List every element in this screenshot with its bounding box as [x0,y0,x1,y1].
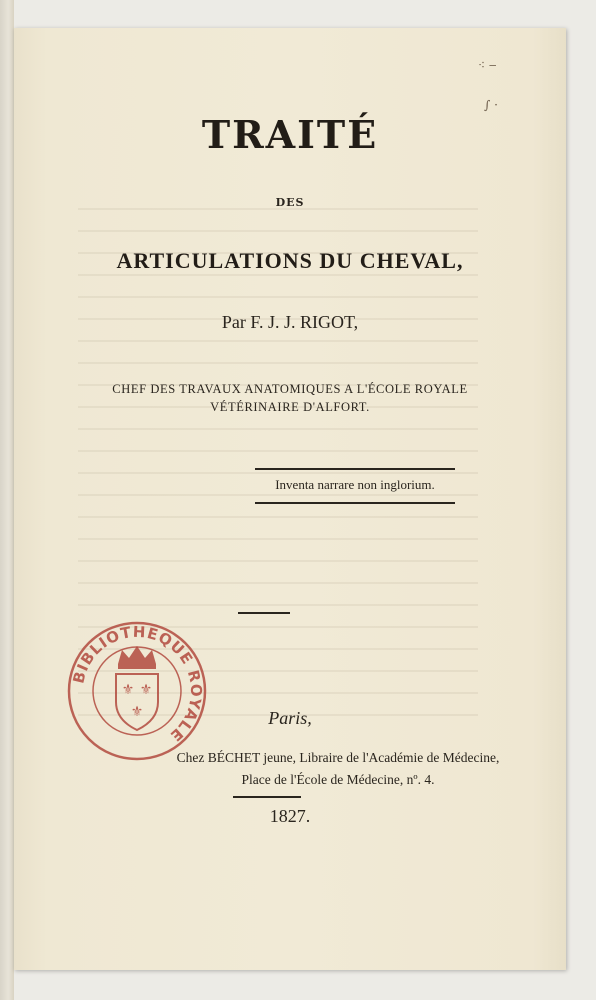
pencil-mark: ⁖ ‒ [478,58,497,72]
book-subtitle: ARTICULATIONS DU CHEVAL, [116,248,464,273]
library-stamp-icon [66,620,208,762]
epigraph: Inventa narrare non inglorium. [275,477,435,492]
author-line: Par F. J. J. RIGOT, [221,312,359,332]
svg-text:⚜: ⚜ [130,704,144,720]
publication-city: Paris, [268,708,312,728]
year-rule [233,796,301,798]
ornamental-rule [238,612,290,614]
svg-text:⚜: ⚜ [139,682,153,698]
publisher-line-1: Chez BÉCHET jeune, Libraire de l'Académie de Médecine, [176,750,500,765]
title-connector: DES [275,196,305,209]
svg-text:⚜: ⚜ [121,682,135,698]
publication-year: 1827. [269,806,311,826]
author-role-line-2: VÉTÉRINAIRE D'ALFORT. [210,400,370,414]
svg-text:BIBLIOTHEQUE ROYALE: BIBLIOTHEQUE ROYALE [69,622,206,746]
pencil-mark: ∫ · [484,98,498,112]
book-title: TRAITÉ [201,112,379,157]
binding-edge [0,0,14,1000]
epigraph-frame [255,468,455,504]
author-role-line-1: CHEF DES TRAVAUX ANATOMIQUES A L'ÉCOLE ROYALE [112,382,468,396]
publisher-line-2: Place de l'École de Médecine, nº. 4. [241,772,435,787]
